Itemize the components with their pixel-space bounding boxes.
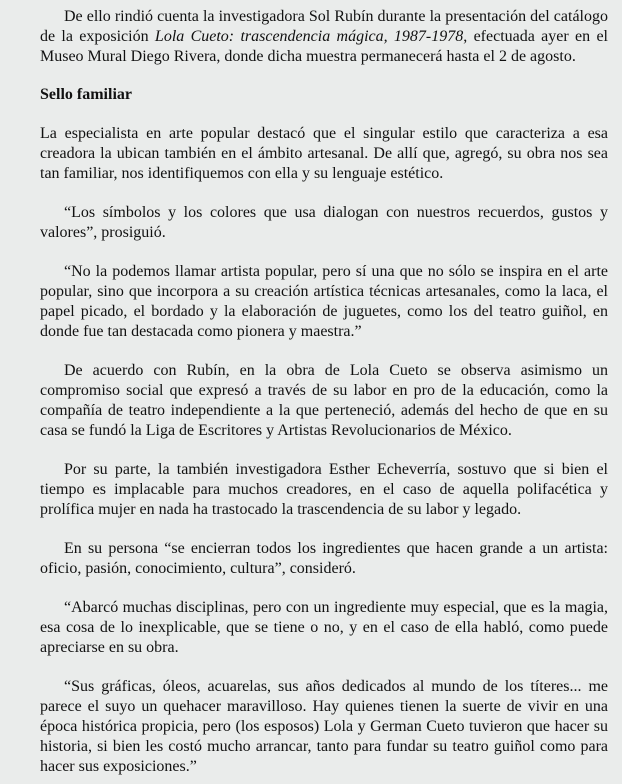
paragraph-6: En su persona “se encierran todos los ingredientes que hacen grande a un artista: oficio, pasión, conocimiento, cultura”, consideró. [40,540,608,577]
paragraph-8: “Sus gráficas, óleos, acuarelas, sus años dedicados al mundo de los títeres... me parece el suyo un quehacer maravilloso. Hay quienes tienen la suerte de vivir en una época histórica propicia, pero (los esposos) Lola y German Cueto tuvieron que hacer su historia, si bien les costó mucho arrancar, tanto para fundar su teatro guiñol como para hacer sus exposiciones.” [40,678,608,775]
exhibition-title: Lola Cueto: trascendencia mágica, 1987-1978 [154,28,464,45]
intro-paragraph [40,7,608,67]
intro-text-start: De ello rindió cuenta la investigadora Sol Rubín durante la presentación del catálogo de la exposición [40,8,608,45]
paragraph-5: Por su parte, la también investigadora Esther Echeverría, sostuvo que si bien el tiempo es implacable para muchos creadores, en el caso de aquella polifacética y prolífica mujer en nada ha trastocado la trascendencia de su labor y legado. [40,461,608,518]
section-heading: Sello familiar [40,86,132,103]
paragraph-7: “Abarcó muchas disciplinas, pero con un ingrediente muy especial, que es la magia, esa cosa de lo inexplicable, que se tiene o no, y en el caso de ella habló, como puede apreciarse en su obra. [40,599,608,656]
paragraph-1: La especialista en arte popular destacó que el singular estilo que caracteriza a esa creadora la ubican también en el ámbito artesanal. De allí que, agregó, su obra nos sea tan familiar, nos identifiquemos con ella y su lenguaje estético. [40,125,608,182]
intro-text-end: , efectuada ayer en el Museo Mural Diego Rivera, donde dicha muestra permanecerá hasta el 2 de agosto. [40,28,608,65]
paragraph-4: De acuerdo con Rubín, en la obra de Lola Cueto se observa asimismo un compromiso social que expresó a través de su labor en pro de la educación, como la compañía de teatro independiente a la que perteneció, además del hecho de que en su casa se fundó la Liga de Escritores y Artistas Revolucionarios de México. [40,362,608,439]
paragraph-2: “Los símbolos y los colores que usa dialogan con nuestros recuerdos, gustos y valores”, prosiguió. [40,204,608,241]
paragraph-3: “No la podemos llamar artista popular, pero sí una que no sólo se inspira en el arte popular, sino que incorpora a su creación artística técnicas artesanales, como la laca, el papel picado, el bordado y la elaboración de juguetes, como los del teatro guiñol, en donde fue tan destacada como pionera y maestra.” [40,263,608,340]
